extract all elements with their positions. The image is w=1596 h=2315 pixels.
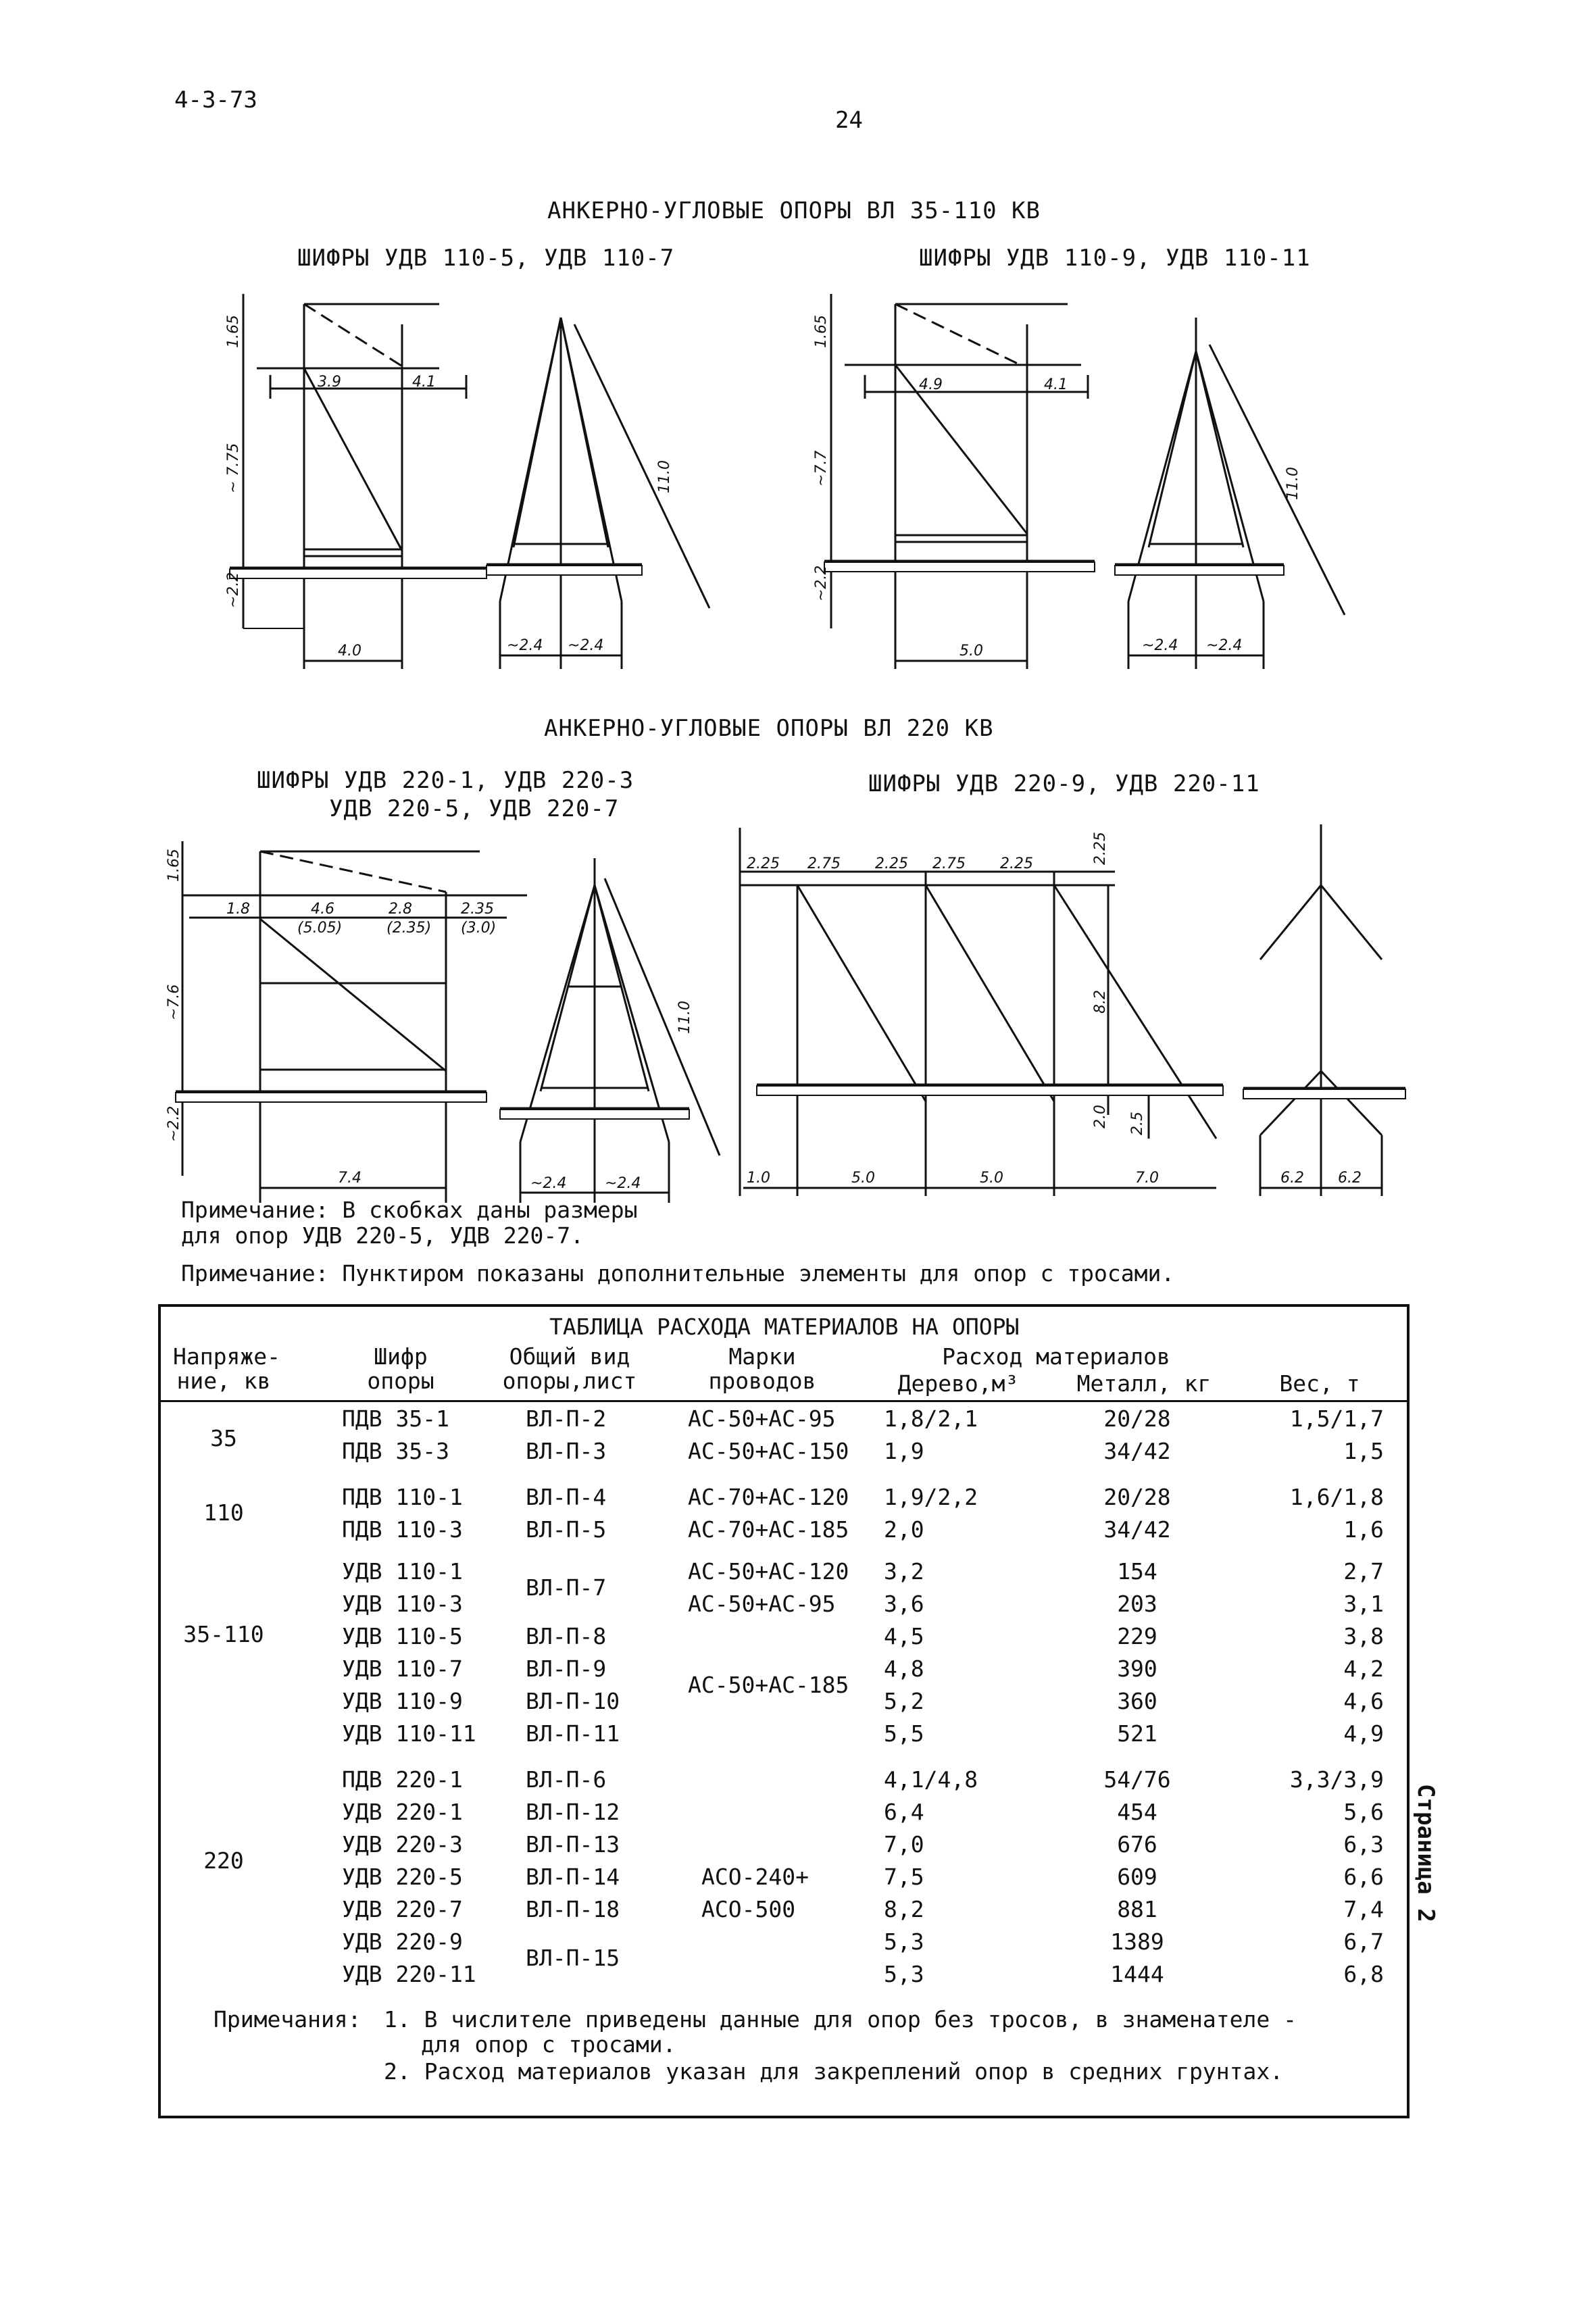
row-weight: 6,7 (1343, 1928, 1384, 1955)
d1s-leg-right: ~2.4 (568, 637, 604, 654)
row-view: ВЛ-П-18 (526, 1896, 620, 1922)
row-wire: АС-50+АС-95 (688, 1591, 836, 1617)
d3-h-top: 1.65 (166, 849, 182, 882)
row-wood: 2,0 (884, 1516, 924, 1543)
row-metal: 34/42 (1103, 1516, 1171, 1543)
d2-h-main: ~7.7 (813, 450, 830, 487)
diagram-udv220-9-side (1243, 818, 1419, 1210)
row-weight: 3,3/3,9 (1289, 1766, 1384, 1793)
header-metal: Металл, кг (1076, 1370, 1212, 1397)
d4-v4: 2.5 (1129, 1112, 1146, 1135)
section2-left-caption-1: ШИФРЫ УДВ 220-1, УДВ 220-3 (257, 767, 634, 794)
d4-t3: 2.25 (875, 855, 908, 872)
diagram-udv110-9-side (1115, 304, 1372, 696)
row-view: ВЛ-П-8 (526, 1623, 607, 1649)
table-title: ТАБЛИЦА РАСХОДА МАТЕРИАЛОВ НА ОПОРЫ (549, 1314, 1020, 1340)
d4s-b2: 6.2 (1338, 1170, 1362, 1187)
row-weight: 5,6 (1343, 1799, 1384, 1825)
row-wood: 5,3 (884, 1928, 924, 1955)
voltage-35: 35 (210, 1425, 237, 1451)
row-metal: 203 (1117, 1591, 1157, 1617)
row-wood: 4,5 (884, 1623, 924, 1649)
d4-b3: 5.0 (980, 1170, 1003, 1187)
row-wire: АС-70+АС-185 (688, 1516, 849, 1543)
d3-h-below: ~2.2 (166, 1105, 182, 1142)
d3-a2b: (5.05) (297, 920, 343, 937)
row-code: УДВ 220-3 (342, 1831, 463, 1858)
d3-h-main: ~7.6 (166, 984, 182, 1020)
d2-arm-left: 4.9 (919, 376, 943, 393)
d1-arm-left: 3.9 (318, 374, 341, 391)
side-page-label: Страница 2 (1412, 1784, 1439, 1922)
d4-v2: 8.2 (1092, 990, 1109, 1014)
voltage-110: 110 (203, 1499, 244, 1526)
row-code: УДВ 110-5 (342, 1623, 463, 1649)
footnote-2: 2. Расход материалов указан для закреплений опор в средних грунтах. (384, 2058, 1284, 2085)
row-wood: 1,9 (884, 1438, 924, 1464)
d4-b4: 7.0 (1135, 1170, 1159, 1187)
d4-b2: 5.0 (851, 1170, 875, 1187)
diagram-udv220-1-front (166, 838, 547, 1216)
row-view: ВЛ-П-3 (526, 1438, 607, 1464)
row-code: ПДВ 110-1 (342, 1484, 463, 1510)
section1-right-caption: ШИФРЫ УДВ 110-9, УДВ 110-11 (919, 245, 1311, 272)
row-wood: 6,4 (884, 1799, 924, 1825)
row-metal: 454 (1117, 1799, 1157, 1825)
row-metal: 20/28 (1103, 1484, 1171, 1510)
row-wood: 5,5 (884, 1720, 924, 1747)
row-wire: АСО-240+ (701, 1864, 809, 1890)
row-metal: 154 (1117, 1558, 1157, 1585)
header-wires: Марки проводов (708, 1343, 816, 1394)
row-weight: 1,5 (1343, 1438, 1384, 1464)
row-view: ВЛ-П-9 (526, 1656, 607, 1682)
row-code: ПДВ 220-1 (342, 1766, 463, 1793)
row-code: УДВ 110-7 (342, 1656, 463, 1682)
row-weight: 3,1 (1343, 1591, 1384, 1617)
section1-left-caption: ШИФРЫ УДВ 110-5, УДВ 110-7 (297, 245, 675, 272)
row-code: ПДВ 110-3 (342, 1516, 463, 1543)
materials-table (158, 1304, 1410, 2118)
row-weight: 6,3 (1343, 1831, 1384, 1858)
row-view: ВЛ-П-10 (526, 1688, 620, 1714)
row-metal: 20/28 (1103, 1405, 1171, 1432)
row-view: ВЛ-П-11 (526, 1720, 620, 1747)
d1-h-top: 1.65 (225, 315, 242, 348)
merged-wire-udv110-5-11: АС-50+АС-185 (688, 1672, 849, 1698)
row-weight: 6,8 (1343, 1961, 1384, 1987)
row-wood: 5,3 (884, 1961, 924, 1987)
diagram-udv220-1-side (493, 851, 737, 1230)
d2-h-below: ~2.2 (813, 565, 830, 601)
row-metal: 390 (1117, 1656, 1157, 1682)
row-weight: 2,7 (1343, 1558, 1384, 1585)
row-code: ПДВ 35-3 (342, 1438, 449, 1464)
page-number: 24 (835, 107, 863, 134)
row-weight: 1,6/1,8 (1289, 1484, 1384, 1510)
d3-a4b: (3.0) (461, 920, 497, 937)
row-wood: 8,2 (884, 1896, 924, 1922)
row-metal: 1444 (1110, 1961, 1164, 1987)
row-wood: 3,2 (884, 1558, 924, 1585)
note1-line1: Примечание: В скобках даны размеры (181, 1197, 638, 1223)
d4-t1: 2.25 (747, 855, 780, 872)
row-wire: АС-70+АС-120 (688, 1484, 849, 1510)
row-metal: 360 (1117, 1688, 1157, 1714)
row-wire: АСО-500 (701, 1896, 796, 1922)
section2-title: АНКЕРНО-УГЛОВЫЕ ОПОРЫ ВЛ 220 КВ (544, 715, 994, 742)
header-weight: Вес, т (1279, 1370, 1360, 1397)
row-code: УДВ 110-1 (342, 1558, 463, 1585)
diagram-udv110-5-front (216, 291, 500, 682)
d4-v3: 2.0 (1092, 1105, 1109, 1128)
row-view: ВЛ-П-12 (526, 1799, 620, 1825)
note1-line2: для опор УДВ 220-5, УДВ 220-7. (181, 1222, 584, 1249)
row-code: УДВ 220-7 (342, 1896, 463, 1922)
row-code: УДВ 110-11 (342, 1720, 476, 1747)
row-metal: 881 (1117, 1896, 1157, 1922)
row-metal: 34/42 (1103, 1438, 1171, 1464)
merged-view-udv110-1-3: ВЛ-П-7 (526, 1574, 607, 1601)
d2s-leg-left: ~2.4 (1142, 637, 1178, 654)
voltage-35-110: 35-110 (183, 1621, 264, 1647)
d4-t4: 2.75 (932, 855, 966, 872)
d3s-height: 11.0 (676, 1001, 693, 1034)
d4s-b1: 6.2 (1280, 1170, 1304, 1187)
row-wire: АС-50+АС-95 (688, 1405, 836, 1432)
header-divider (161, 1400, 1407, 1402)
header-code: Шифр опоры (367, 1343, 434, 1394)
d2s-leg-right: ~2.4 (1206, 637, 1243, 654)
d2s-height: 11.0 (1285, 467, 1301, 500)
d2-base: 5.0 (959, 643, 983, 659)
section2-left-caption-2: УДВ 220-5, УДВ 220-7 (329, 795, 620, 822)
d4-t5: 2.25 (1000, 855, 1033, 872)
row-metal: 54/76 (1103, 1766, 1171, 1793)
d3-base: 7.4 (338, 1170, 361, 1187)
header-wood: Дерево,м³ (897, 1370, 1019, 1397)
header-consumption: Расход материалов (942, 1343, 1170, 1370)
row-weight: 3,8 (1343, 1623, 1384, 1649)
section2-right-caption: ШИФРЫ УДВ 220-9, УДВ 220-11 (868, 770, 1260, 797)
d1s-height: 11.0 (656, 460, 673, 493)
d4-t2: 2.75 (807, 855, 841, 872)
row-weight: 4,9 (1343, 1720, 1384, 1747)
row-wood: 5,2 (884, 1688, 924, 1714)
row-code: УДВ 220-5 (342, 1864, 463, 1890)
row-metal: 1389 (1110, 1928, 1164, 1955)
row-view: ВЛ-П-13 (526, 1831, 620, 1858)
d3-a1: 1.8 (226, 901, 250, 918)
row-wire: АС-50+АС-120 (688, 1558, 849, 1585)
diagram-udv110-9-front (811, 291, 1108, 682)
row-wood: 1,8/2,1 (884, 1405, 978, 1432)
row-wood: 1,9/2,2 (884, 1484, 978, 1510)
row-code: УДВ 220-9 (342, 1928, 463, 1955)
row-metal: 609 (1117, 1864, 1157, 1890)
row-weight: 6,6 (1343, 1864, 1384, 1890)
row-view: ВЛ-П-6 (526, 1766, 607, 1793)
row-wood: 7,5 (884, 1864, 924, 1890)
header-general-view: Общий вид опоры,лист (502, 1343, 637, 1394)
d3-a3: 2.8 (389, 901, 412, 918)
d2-h-top: 1.65 (813, 315, 830, 348)
row-wood: 3,6 (884, 1591, 924, 1617)
row-wood: 7,0 (884, 1831, 924, 1858)
row-code: ПДВ 35-1 (342, 1405, 449, 1432)
footnote-1b: для опор с тросами. (421, 2031, 676, 2058)
row-metal: 521 (1117, 1720, 1157, 1747)
diagram-udv220-9-front (730, 818, 1243, 1210)
row-view: ВЛ-П-14 (526, 1864, 620, 1890)
header-voltage: Напряже- ние, кв (173, 1343, 280, 1394)
row-view: ВЛ-П-2 (526, 1405, 607, 1432)
voltage-220: 220 (203, 1847, 244, 1874)
diagram-udv110-5-side (487, 304, 743, 696)
footnote-label: Примечания: (214, 2006, 361, 2033)
row-wire: АС-50+АС-150 (688, 1438, 849, 1464)
row-code: УДВ 110-3 (342, 1591, 463, 1617)
row-weight: 7,4 (1343, 1896, 1384, 1922)
d3s-leg-left: ~2.4 (530, 1175, 567, 1192)
d4-b1: 1.0 (747, 1170, 770, 1187)
row-code: УДВ 110-9 (342, 1688, 463, 1714)
footnote-1a: 1. В числителе приведены данные для опор без тросов, в знаменателе - (384, 2006, 1297, 2033)
d1-base: 4.0 (338, 643, 361, 659)
d3-a2: 4.6 (311, 901, 334, 918)
merged-view-udv220-9-11: ВЛ-П-15 (526, 1945, 620, 1971)
row-weight: 1,5/1,7 (1289, 1405, 1384, 1432)
row-wood: 4,8 (884, 1656, 924, 1682)
row-view: ВЛ-П-5 (526, 1516, 607, 1543)
d3-a4: 2.35 (461, 901, 494, 918)
row-view: ВЛ-П-4 (526, 1484, 607, 1510)
row-weight: 1,6 (1343, 1516, 1384, 1543)
d3-a3b: (2.35) (386, 920, 432, 937)
row-weight: 4,2 (1343, 1656, 1384, 1682)
d1s-leg-left: ~2.4 (507, 637, 543, 654)
note2: Примечание: Пунктиром показаны дополнительные элементы для опор с тросами. (181, 1260, 1175, 1287)
d3s-leg-right: ~2.4 (605, 1175, 641, 1192)
section1-title: АНКЕРНО-УГЛОВЫЕ ОПОРЫ ВЛ 35-110 КВ (547, 197, 1041, 224)
row-weight: 4,6 (1343, 1688, 1384, 1714)
doc-code: 4-3-73 (174, 86, 257, 114)
row-metal: 676 (1117, 1831, 1157, 1858)
d1-h-main: ~ 7.75 (225, 443, 242, 493)
row-metal: 229 (1117, 1623, 1157, 1649)
row-code: УДВ 220-1 (342, 1799, 463, 1825)
d1-arm-right: 4.1 (412, 374, 436, 391)
row-wood: 4,1/4,8 (884, 1766, 978, 1793)
d4-v1: 2.25 (1092, 832, 1109, 865)
d2-arm-right: 4.1 (1044, 376, 1068, 393)
d1-h-below: ~2.2 (225, 572, 242, 608)
row-code: УДВ 220-11 (342, 1961, 476, 1987)
